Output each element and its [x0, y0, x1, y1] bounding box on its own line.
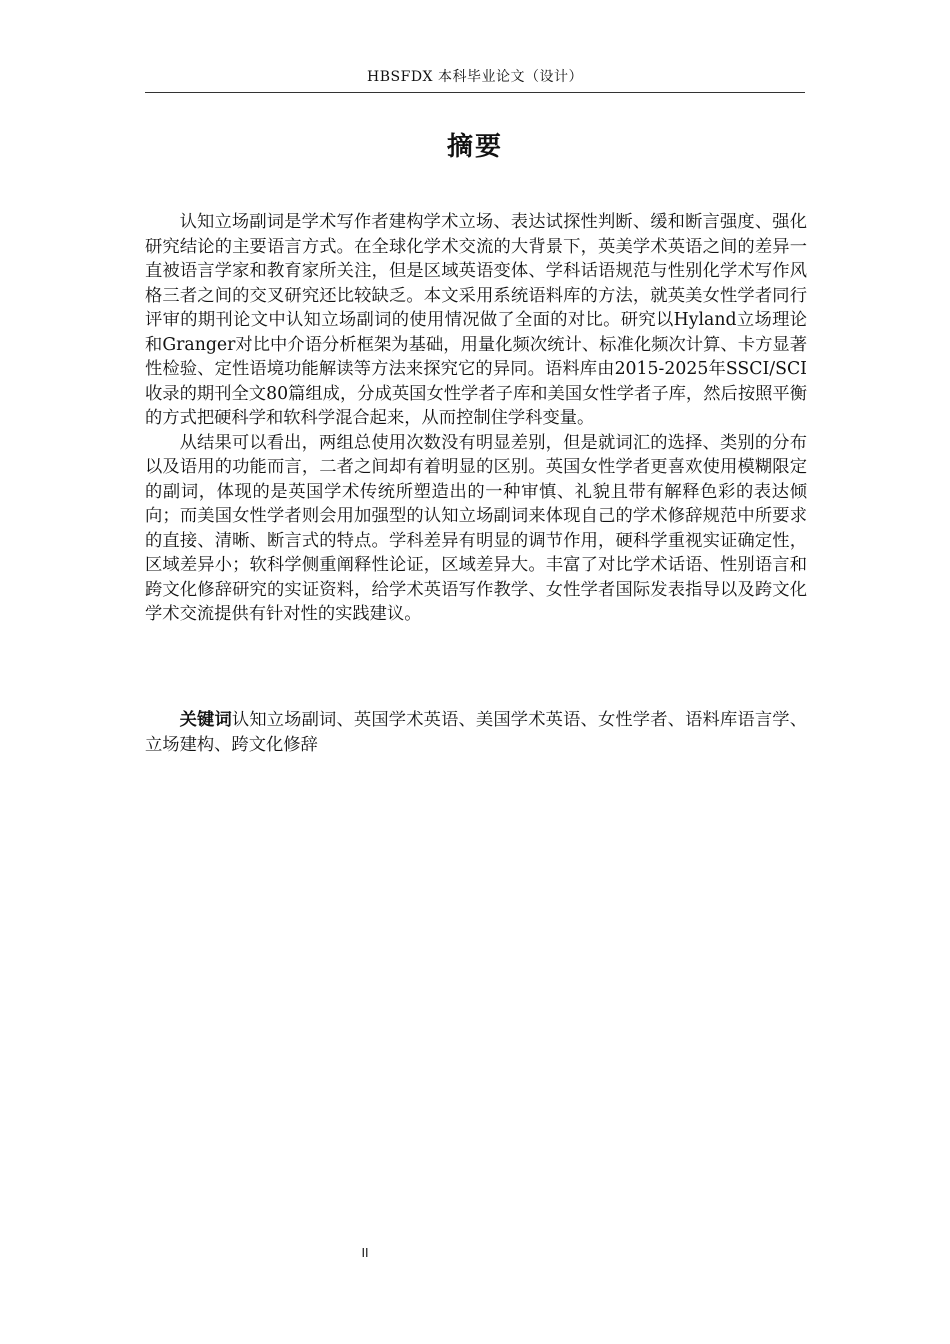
abstract-paragraph-2: 从结果可以看出，两组总使用次数没有明显差别，但是就词汇的选择、类别的分布以及语用的功能而言，二者之间却有着明显的区别。英国女性学者更喜欢使用模糊限定的副词，体现的是英国学术传统所塑造出的一种审慎、礼貌且带有解释色彩的表达倾向；而美国女性学者则会用加强型的认知立场副词来体现自己的学术修辞规范中所要求的直接、清晰、断言式的特点。学科差异有明显的调节作用，硬科学重视实证确定性，区域差异小；软科学侧重阐释性论证，区域差异大。丰富了对比学术话语、性别语言和跨文化修辞研究的实证资料，给学术英语写作教学、女性学者国际发表指导以及跨文化学术交流提供有针对性的实践建议。 — [145, 432, 807, 624]
keywords-label: 关键词 — [179, 710, 232, 730]
header-rule — [145, 92, 805, 93]
page-number: II — [361, 1246, 369, 1260]
running-header: HBSFDX 本科毕业论文（设计） — [367, 69, 583, 85]
keywords-text: 认知立场副词、英国学术英语、美国学术英语、女性学者、语料库语言学、立场建构、跨文化修辞 — [145, 710, 807, 755]
page-title: 摘要 — [446, 132, 503, 162]
abstract-body — [145, 210, 807, 627]
abstract-paragraph-1: 认知立场副词是学术写作者建构学术立场、表达试探性判断、缓和断言强度、强化研究结论的主要语言方式。在全球化学术交流的大背景下，英美学术英语之间的差异一直被语言学家和教育家所关注，但是区域英语变体、学科话语规范与性别化学术写作风格三者之间的交叉研究还比较缺乏。本文采用系统语料库的方法，就英美女性学者同行评审的期刊论文中认知立场副词的使用情况做了全面的对比。研究以Hyland立场理论和Granger对比中介语分析框架为基础，用量化频次统计、标准化频次计算、卡方显著性检验、定性语境功能解读等方法来探究它的异同。语料库由2015-2025年SSCI/SCI收录的期刊全文80篇组成，分成英国女性学者子库和美国女性学者子库，然后按照平衡的方式把硬科学和软科学混合起来，从而控制住学科变量。 — [145, 212, 807, 428]
keywords-block — [145, 708, 807, 757]
